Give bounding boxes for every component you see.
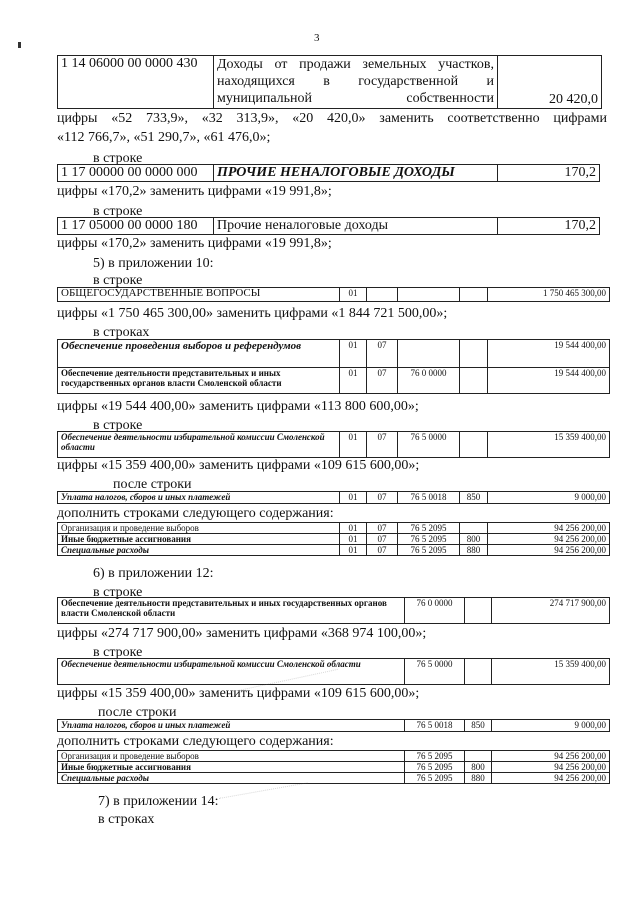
app12-new-rows-table [57,750,610,784]
item-5: 5) в приложении 10: [93,256,214,271]
target-code: 76 5 0000 [398,432,460,458]
section-code: 01 [340,288,367,302]
paragraph-line: дополнить строками следующего содержания: [57,734,334,749]
in-rows-label: в строках [98,812,155,827]
margin-mark [18,42,21,48]
row-name: ОБЩЕГОСУДАРСТВЕННЫЕ ВОПРОСЫ [58,288,340,302]
in-row-label: в строке [93,273,143,288]
table-row: Иные бюджетные ассигнования 76 5 2095 800 94 256 200,00 [58,762,610,773]
row-name: Обеспечение проведения выборов и референдумов [58,340,340,368]
in-row-label: в строке [93,151,143,166]
table-row [58,165,600,182]
after-row-label: после строки [98,705,177,720]
table-row: Иные бюджетные ассигнования 01 07 76 5 2095 800 94 256 200,00 [58,534,610,545]
table-row [58,598,610,624]
in-row-label: в строке [93,418,143,433]
land-sale-table [57,55,602,109]
new-rows-table [57,522,610,556]
table-row: Специальные расходы 01 07 76 5 2095 880 94 256 200,00 [58,545,610,556]
elections-table [57,339,610,394]
row-value: 15 359 400,00 [488,432,610,458]
table-row: Специальные расходы 76 5 2095 880 94 256 200,00 [58,773,610,784]
subsection-code: 07 [367,340,398,368]
general-issues-table [57,287,610,302]
row-value: 15 359 400,00 [492,659,610,685]
revenue-name: ПРОЧИЕ НЕНАЛОГОВЫЕ ДОХОДЫ [214,165,498,182]
target-code: 76 0 0000 [405,598,465,624]
section-code: 01 [340,340,367,368]
tax-row-table [57,491,610,504]
revenue-name: Доходы от продажи земельных участков, находящихся в государственной и муниципальной собственности [214,56,498,109]
revenue-value: 170,2 [498,218,600,235]
izb-commission-table [57,431,610,458]
table-row: Организация и проведение выборов 01 07 76 5 2095 94 256 200,00 [58,523,610,534]
paragraph-line: цифры «170,2» заменить цифрами «19 991,8»; [57,184,332,199]
revenue-value: 170,2 [498,165,600,182]
paragraph-line: дополнить строками следующего содержания: [57,506,334,521]
paragraph-line: цифры «274 717 900,00» заменить цифрами «368 974 100,00»; [57,626,427,641]
row-value: 1 750 465 300,00 [488,288,610,302]
in-row-label: в строке [93,204,143,219]
row-value: 19 544 400,00 [488,340,610,368]
table-row [58,340,610,368]
item-7: 7) в приложении 14: [98,794,219,809]
table-row [58,56,602,109]
target-code: 76 0 0000 [398,368,460,394]
other-revenue-table-2 [57,217,600,235]
kbk-code: 1 17 00000 00 0000 000 [58,165,214,182]
paragraph-line: цифры «1 750 465 300,00» заменить цифрами «1 844 721 500,00»; [57,306,448,321]
faint-stamp [219,782,311,818]
table-row [58,218,600,235]
row-value: 9 000,00 [492,720,610,732]
table-row [58,288,610,302]
revenue-value: 20 420,0 [498,56,602,109]
page-number: 3 [314,32,320,44]
kbk-code: 1 17 05000 00 0000 180 [58,218,214,235]
row-name: Обеспечение деятельности избирательной комиссии Смоленской области [58,659,405,685]
paragraph-line: цифры «19 544 400,00» заменить цифрами «113 800 600,00»; [57,399,419,414]
table-row: Обеспечение деятельности представительных и иных государственных органов власти Смоленской области 01 07 76 0 0000 19 544 400,00 [58,368,610,394]
table-row: Уплата налогов, сборов и иных платежей 01 07 76 5 0018 850 9 000,00 [58,492,610,504]
after-row-label: после строки [113,477,192,492]
table-row: Организация и проведение выборов 76 5 2095 94 256 200,00 [58,751,610,762]
row-value: 274 717 900,00 [492,598,610,624]
app12-gov-table [57,597,610,624]
in-row-label: в строке [93,585,143,600]
paragraph-line: цифры «15 359 400,00» заменить цифрами «109 615 600,00»; [57,458,420,473]
kbk-code: 1 14 06000 00 0000 430 [58,56,214,109]
row-name: Уплата налогов, сборов и иных платежей [58,492,340,504]
other-revenue-table [57,164,600,182]
paragraph-line: цифры «15 359 400,00» заменить цифрами «109 615 600,00»; [57,686,420,701]
table-row: Обеспечение деятельности избирательной комиссии Смоленской области 01 07 76 5 0000 15 359 400,00 [58,432,610,458]
paragraph-line: цифры «170,2» заменить цифрами «19 991,8»; [57,236,332,251]
row-name: Обеспечение деятельности представительных и иных государственных органов власти Смоленской области [58,368,340,394]
row-name: Уплата налогов, сборов и иных платежей [58,720,405,732]
in-rows-label: в строках [93,325,150,340]
paragraph-line: цифры «52 733,9», «32 313,9», «20 420,0» заменить соответственно цифрами [57,111,607,126]
target-code: 76 5 0000 [405,659,465,685]
app12-tax-table [57,719,610,732]
row-value: 19 544 400,00 [488,368,610,394]
row-name: Обеспечение деятельности избирательной комиссии Смоленской области [58,432,340,458]
revenue-name: Прочие неналоговые доходы [214,218,498,235]
row-value: 9 000,00 [488,492,610,504]
paragraph-line: «112 766,7», «51 290,7», «61 476,0»; [57,130,271,145]
table-row: Уплата налогов, сборов и иных платежей 76 5 0018 850 9 000,00 [58,720,610,732]
item-6: 6) в приложении 12: [93,566,214,581]
in-row-label: в строке [93,645,143,660]
row-name: Обеспечение деятельности представительных и иных государственных органов власти Смоленской области [58,598,405,624]
